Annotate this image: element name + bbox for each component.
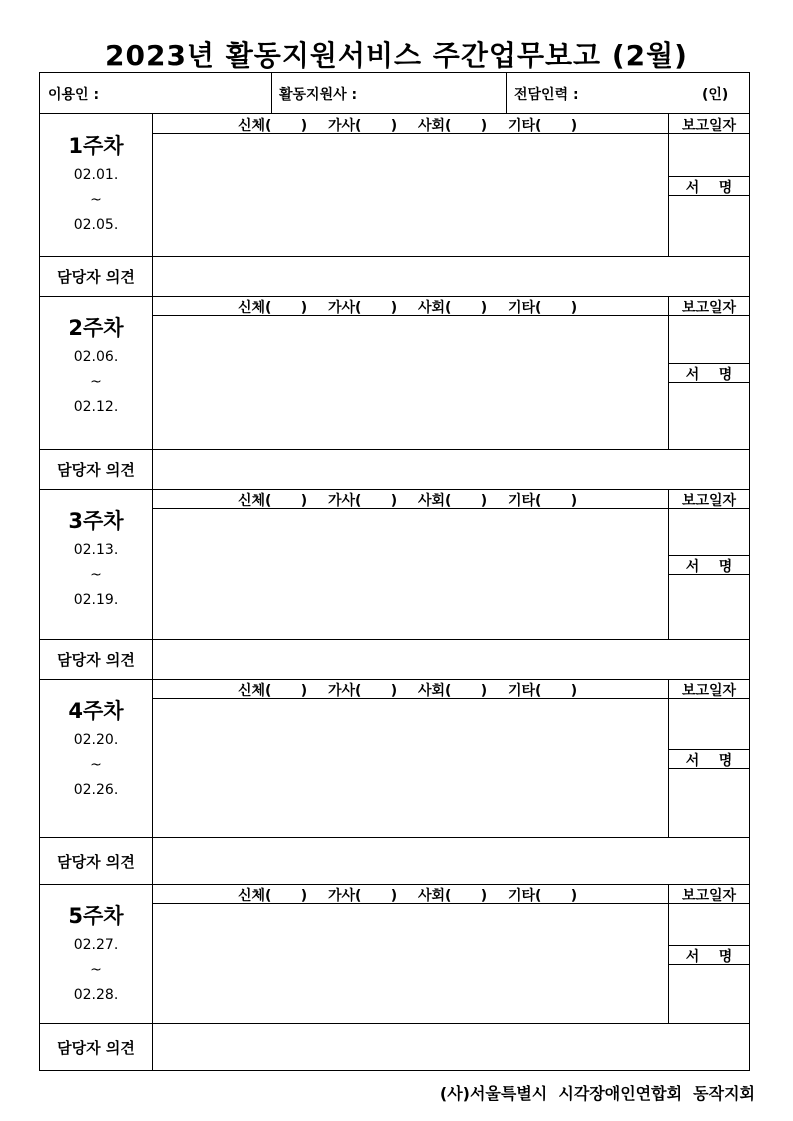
week-start-date: 02.27.: [73, 937, 119, 953]
week-label: 5주차: [68, 904, 124, 928]
category-social: 사회( ): [418, 493, 488, 509]
header-divider: [506, 73, 507, 113]
category-other: 기타( ): [508, 300, 578, 316]
report-date-label: 보고일자: [681, 683, 737, 699]
weekly-report-content[interactable]: [153, 134, 668, 256]
staff-label: 전담인력 :: [514, 87, 579, 103]
week-label: 4주차: [68, 699, 124, 723]
manager-opinion-label: 담당자 의견: [57, 1039, 135, 1057]
week-start-date: 02.13.: [73, 542, 119, 558]
signature-field[interactable]: [669, 965, 749, 1023]
category-housework: 가사( ): [328, 493, 398, 509]
week-date-separator: ~: [90, 192, 102, 208]
category-other: 기타( ): [508, 888, 578, 904]
assistant-field[interactable]: [370, 73, 505, 113]
report-date-field[interactable]: [669, 904, 749, 945]
report-date-field[interactable]: [669, 316, 749, 363]
manager-opinion-field[interactable]: [153, 640, 749, 678]
category-social: 사회( ): [418, 118, 488, 134]
week-start-date: 02.06.: [73, 349, 119, 365]
organization-footer: (사)서울특별시 시각장애인연합회 동작지회: [439, 1084, 755, 1103]
category-other: 기타( ): [508, 493, 578, 509]
signature-label: 서 명: [685, 949, 733, 965]
weekly-report-content[interactable]: [153, 316, 668, 449]
user-label: 이용인 :: [48, 87, 100, 103]
category-social: 사회( ): [418, 888, 488, 904]
category-social: 사회( ): [418, 300, 488, 316]
category-housework: 가사( ): [328, 300, 398, 316]
week-date-separator: ~: [90, 757, 102, 773]
category-housework: 가사( ): [328, 683, 398, 699]
user-field[interactable]: [100, 73, 270, 113]
category-other: 기타( ): [508, 118, 578, 134]
report-date-field[interactable]: [669, 509, 749, 555]
manager-opinion-field[interactable]: [153, 257, 749, 295]
manager-opinion-field[interactable]: [153, 450, 749, 488]
signature-label: 서 명: [685, 559, 733, 575]
week-end-date: 02.12.: [73, 399, 119, 415]
signature-label: 서 명: [685, 180, 733, 196]
category-body: 신체( ): [238, 300, 308, 316]
signature-field[interactable]: [669, 196, 749, 256]
week-end-date: 02.05.: [73, 217, 119, 233]
category-housework: 가사( ): [328, 118, 398, 134]
manager-opinion-field[interactable]: [153, 838, 749, 883]
week-label: 1주차: [68, 134, 124, 158]
manager-opinion-label: 담당자 의견: [57, 853, 135, 871]
report-date-label: 보고일자: [681, 300, 737, 316]
report-date-label: 보고일자: [681, 118, 737, 134]
week-label: 3주차: [68, 509, 124, 533]
report-date-field[interactable]: [669, 134, 749, 176]
signature-field[interactable]: [669, 575, 749, 639]
signature-field[interactable]: [669, 769, 749, 837]
header-divider: [271, 73, 272, 113]
week-end-date: 02.19.: [73, 592, 119, 608]
weekly-report-content[interactable]: [153, 904, 668, 1023]
manager-opinion-field[interactable]: [153, 1024, 749, 1070]
signature-label: 서 명: [685, 367, 733, 383]
category-social: 사회( ): [418, 683, 488, 699]
category-housework: 가사( ): [328, 888, 398, 904]
category-body: 신체( ): [238, 683, 308, 699]
seal-mark: (인): [702, 87, 729, 103]
assistant-label: 활동지원사 :: [279, 87, 358, 103]
report-date-field[interactable]: [669, 699, 749, 749]
signature-label: 서 명: [685, 753, 733, 769]
document-title: 2023년 활동지원서비스 주간업무보고 (2월): [105, 39, 688, 72]
category-body: 신체( ): [238, 493, 308, 509]
manager-opinion-label: 담당자 의견: [57, 461, 135, 479]
week-date-separator: ~: [90, 962, 102, 978]
manager-opinion-label: 담당자 의견: [57, 651, 135, 669]
signature-field[interactable]: [669, 383, 749, 449]
weekly-report-content[interactable]: [153, 699, 668, 837]
week-end-date: 02.26.: [73, 782, 119, 798]
category-body: 신체( ): [238, 118, 308, 134]
report-date-label: 보고일자: [681, 888, 737, 904]
staff-field[interactable]: [600, 73, 700, 113]
week-date-separator: ~: [90, 567, 102, 583]
weekly-report-content[interactable]: [153, 509, 668, 639]
week-start-date: 02.20.: [73, 732, 119, 748]
week-date-separator: ~: [90, 374, 102, 390]
report-date-label: 보고일자: [681, 493, 737, 509]
week-start-date: 02.01.: [73, 167, 119, 183]
manager-opinion-label: 담당자 의견: [57, 268, 135, 286]
category-other: 기타( ): [508, 683, 578, 699]
header-bottom-line: [40, 113, 749, 114]
week-end-date: 02.28.: [73, 987, 119, 1003]
category-body: 신체( ): [238, 888, 308, 904]
weekly-report-form: [39, 72, 750, 1071]
week-label: 2주차: [68, 316, 124, 340]
